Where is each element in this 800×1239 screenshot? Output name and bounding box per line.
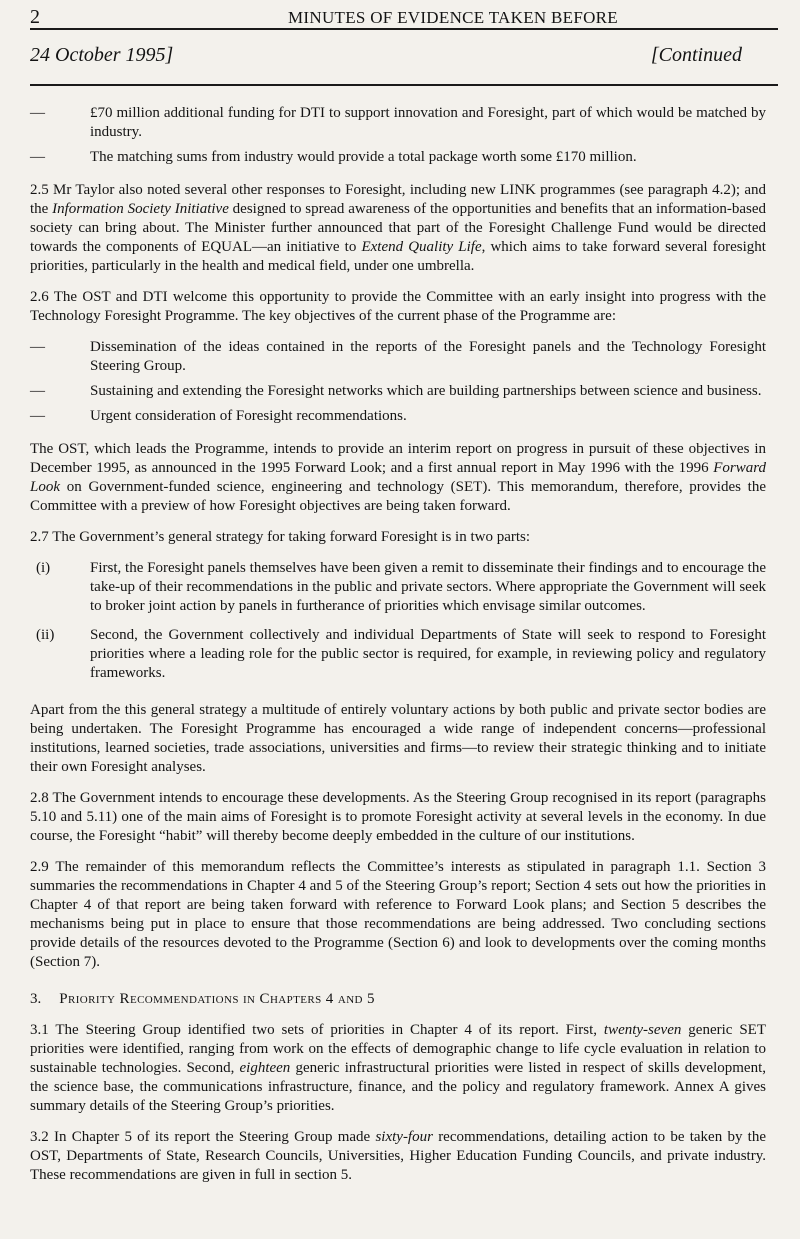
continued-label: [Continued <box>650 44 742 66</box>
header-rule-top <box>30 28 778 30</box>
paragraph-ost: The OST, which leads the Programme, intends to provide an interim report on progress in pursuit of these objectives in December 1995, as announced in the 1995 Forward Look; and a first annual report in May 1996 with the 1996 Forward Look on Government-funded science, engineering and technology (SET). This memorandum, therefore, provides the Committee with a preview of how Foresight objectives are being taken forward. <box>30 441 766 514</box>
paragraph-2-6: 2.6 The OST and DTI welcome this opportunity to provide the Committee with an early insight into progress with the Technology Foresight Programme. The key objectives of the current phase of the Programme are: <box>30 289 766 324</box>
bullet-text: Sustaining and extending the Foresight networks which are building partnerships between science and business. <box>90 383 762 399</box>
page-number: 2 <box>30 6 40 28</box>
dash-marker: — <box>30 408 45 424</box>
header-rule-bottom <box>30 84 778 86</box>
paragraph-2-9: 2.9 The remainder of this memorandum reflects the Committee’s interests as stipulated in paragraph 1.1. Section 3 summaries the recommendations in Chapter 4 and 5 of the Steering Group’s report; Section 4 sets out how the priorities in Chapter 4 of that report are being taken forward with reference to Forward Look plans; and Section 5 describes the mechanisms being put in place to ensure that those recommendations are being addressed. Two concluding sections provide details of the resources devoted to the Programme (Section 6) and look to developments over the coming months (Section 7). <box>30 859 766 970</box>
dash-marker: — <box>30 339 45 355</box>
section-heading <box>30 990 766 1009</box>
bullet-text: Dissemination of the ideas contained in the reports of the Foresight panels and the Technology Foresight Steering Group. <box>90 339 766 374</box>
running-header <box>30 6 772 26</box>
item-marker: (ii) <box>36 627 55 643</box>
dash-marker: — <box>30 149 45 165</box>
paragraph-3-1: 3.1 The Steering Group identified two sets of priorities in Chapter 4 of its report. First, twenty-seven generic SET priorities were identified, ranging from work on the effects of demographic change to life cycle evaluation in relation to sustainable technologies. Second, eighteen generic infrastructural priorities were listed in respect of skills development, the science base, the communications infrastructure, finance, and the policy and regulatory framework. Annex A gives summary details of the Steering Group’s priorities. <box>30 1022 766 1114</box>
funding-bullet <box>30 104 766 142</box>
objective-bullet <box>30 407 766 426</box>
dash-marker: — <box>30 383 45 399</box>
item-marker: (i) <box>36 560 51 576</box>
funding-bullet <box>30 148 766 167</box>
session-date: 24 October 1995] <box>30 44 174 66</box>
document-body <box>30 104 766 1197</box>
bullet-text: £70 million additional funding for DTI to support innovation and Foresight, part of which would be matched by industry. <box>90 105 766 140</box>
objective-bullet <box>30 382 766 401</box>
section-title: Priority Recommendations in Chapters 4 and 5 <box>59 991 375 1007</box>
strategy-item <box>30 626 766 683</box>
paragraph-apart: Apart from the this general strategy a multitude of entirely voluntary actions by both public and private sector bodies are being undertaken. The Foresight Programme has encouraged a wide range of independent concerns—professional institutions, learned societies, trade associations, universities and firms—to review their strategic thinking and to initiate their own Foresight analyses. <box>30 702 766 775</box>
paragraph-2-7: 2.7 The Government’s general strategy for taking forward Foresight is in two parts: <box>30 529 531 545</box>
bullet-text: Urgent consideration of Foresight recommendations. <box>90 408 407 424</box>
paragraph-3-2: 3.2 In Chapter 5 of its report the Steering Group made sixty-four recommendations, detailing action to be taken by the OST, Departments of State, Research Councils, Universities, Higher Education Funding Councils, and private industry. These recommendations are given in full in section 5. <box>30 1129 767 1183</box>
strategy-item <box>30 559 766 616</box>
item-text: First, the Foresight panels themselves have been given a remit to disseminate their findings and to encourage the take-up of their recommendations in the public and private sectors. Where appropriate the Government will seek to broker joint action by panels in furtherance of priorities which envisage similar outcomes. <box>90 560 766 614</box>
objective-bullet <box>30 338 766 376</box>
dateline <box>30 44 772 72</box>
item-text: Second, the Government collectively and individual Departments of State will seek to respond to Foresight priorities where a leading role for the public sector is required, for example, in reviewing policy and regulatory frameworks. <box>90 627 766 681</box>
paragraph-2-8: 2.8 The Government intends to encourage these developments. As the Steering Group recognised in its report (paragraphs 5.10 and 5.11) one of the main aims of Foresight is to promote Foresight activity at several levels in the economy. In due course, the Foresight “habit” will thereby become deeply embedded in the culture of our institutions. <box>30 790 766 844</box>
bullet-text: The matching sums from industry would provide a total package worth some £170 million. <box>90 149 637 165</box>
dash-marker: — <box>30 105 45 121</box>
paragraph-2-5: 2.5 Mr Taylor also noted several other responses to Foresight, including new LINK programmes (see paragraph 4.2); and the Information Society Initiative designed to spread awareness of the opportunities and benefits that an information-based society can bring about. The Minister further announced that part of the Foresight Challenge Fund would be directed towards the components of EQUAL—an initiative to Extend Quality Life, which aims to take forward several foresight priorities, particularly in the health and medical field, under one umbrella. <box>30 182 767 274</box>
running-title: MINUTES OF EVIDENCE TAKEN BEFORE <box>288 8 618 27</box>
section-number: 3. <box>30 991 42 1007</box>
